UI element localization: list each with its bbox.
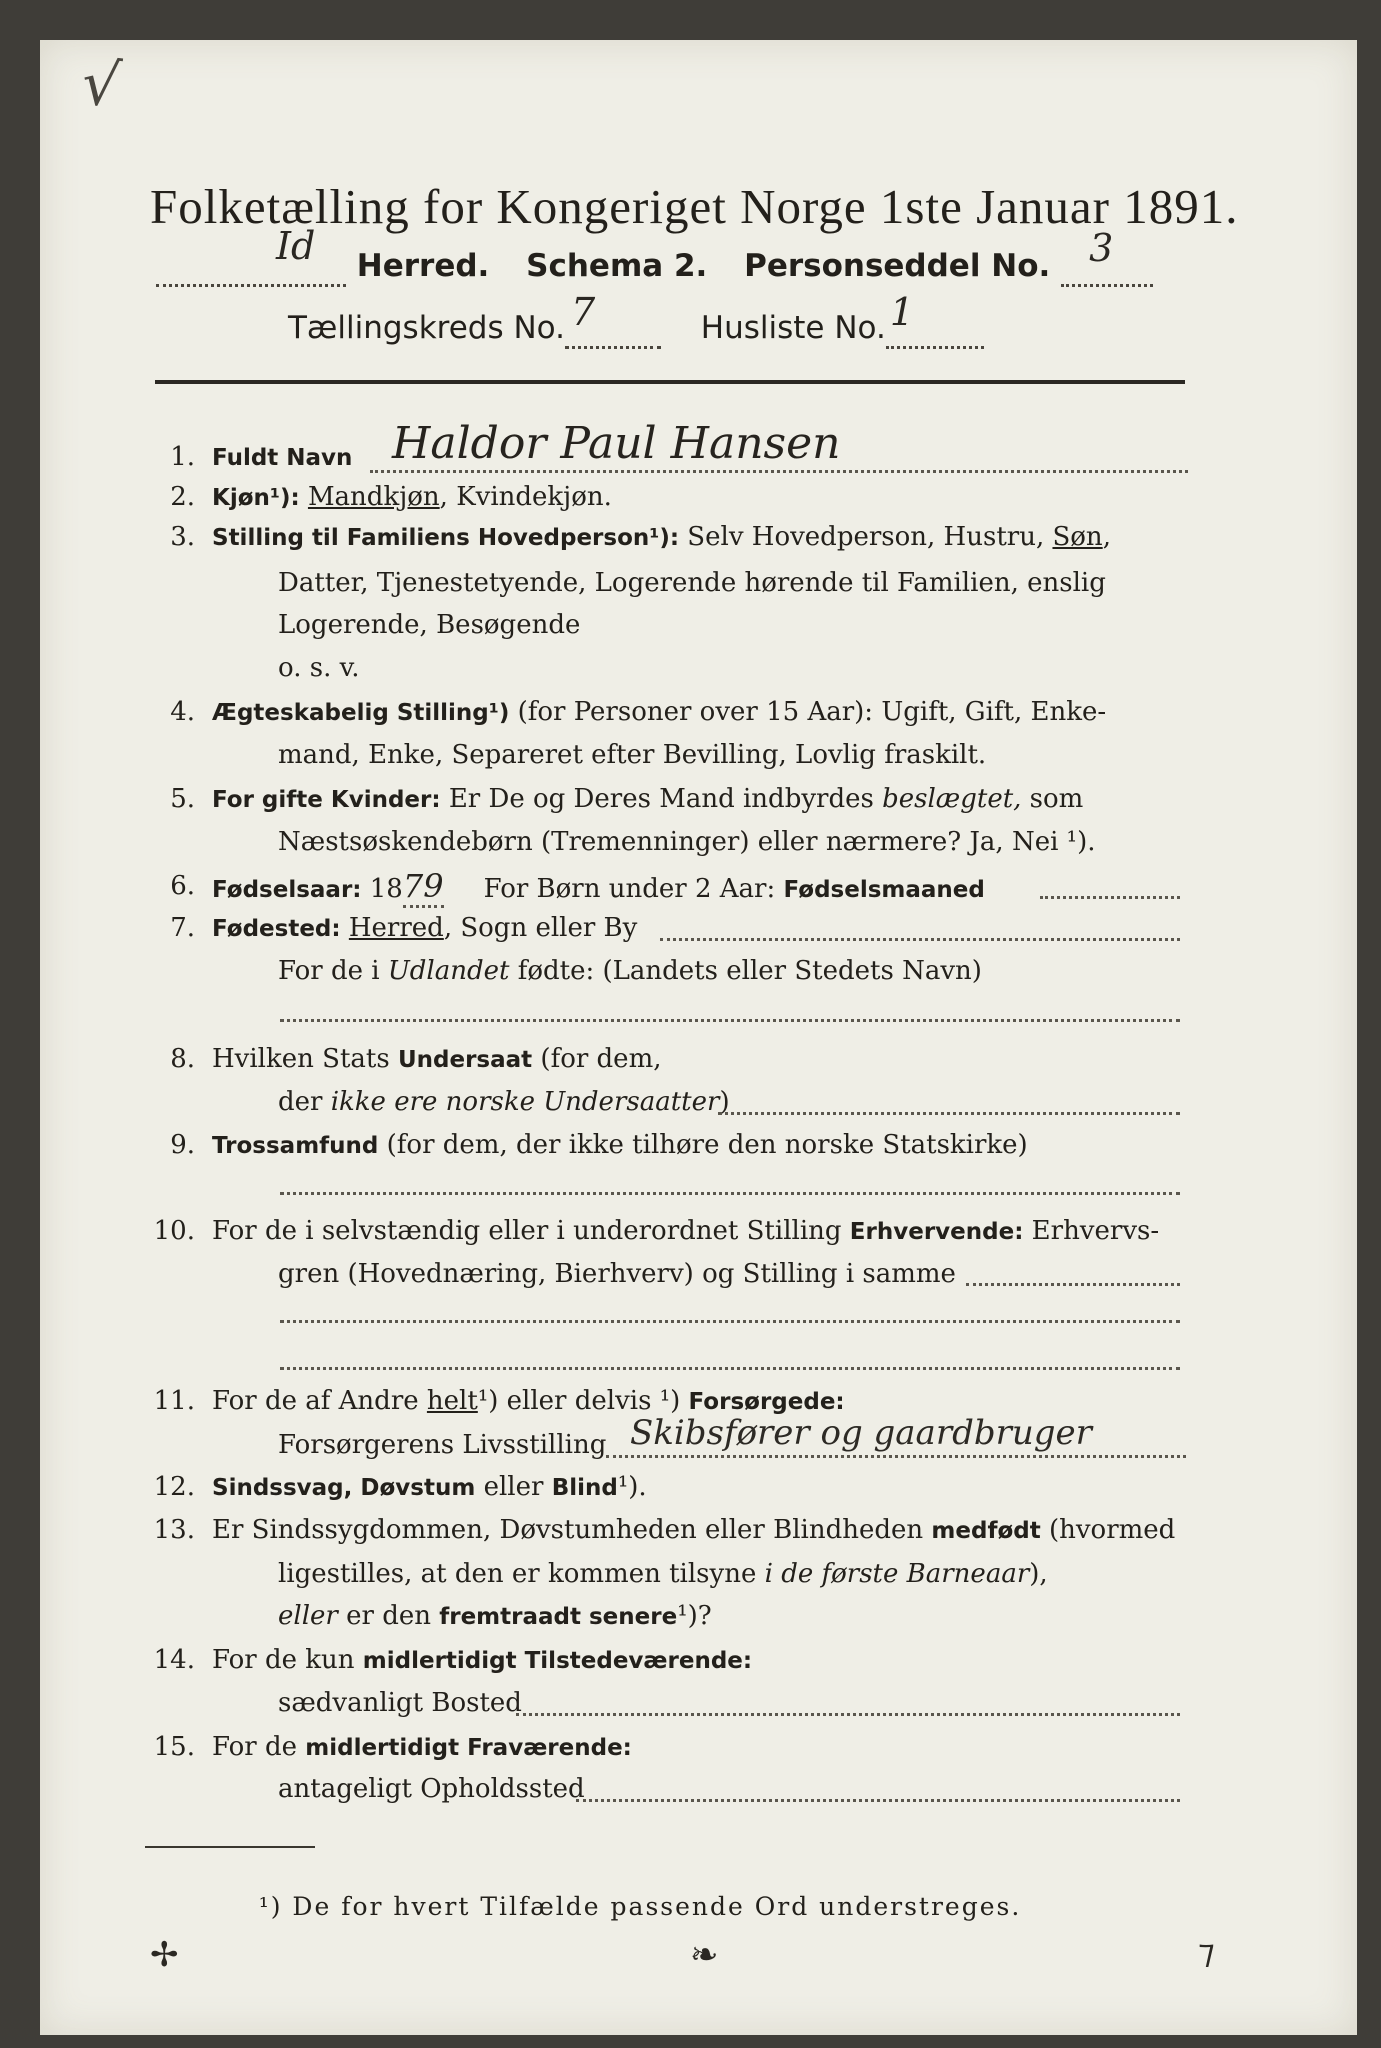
- sex-option-male[interactable]: Mandkjøn: [307, 482, 440, 512]
- corner-mark-right: ⁊: [1198, 1932, 1215, 1972]
- family-position-options: Selv Hovedperson, Hustru,: [679, 522, 1053, 552]
- item-13-text-a: Er Sindssygdommen, Døvstumheden eller Blindheden: [212, 1515, 932, 1545]
- temporary-present-label: midlertidigt Tilstedeværende:: [362, 1648, 753, 1674]
- item-4-number: 4.: [170, 697, 195, 727]
- citizenship-line: [718, 1112, 1180, 1115]
- kreds-value: 7: [570, 290, 596, 334]
- temporary-absent-label: midlertidigt Fraværende:: [305, 1735, 632, 1761]
- husliste-field: [886, 290, 984, 349]
- religion-label: Trossamfund: [212, 1133, 379, 1159]
- birthplace-line: [660, 938, 1180, 941]
- header-line-2: [288, 290, 984, 349]
- item-9-number: 9.: [170, 1130, 195, 1160]
- item-11-text-b: ¹) eller delvis ¹): [477, 1386, 689, 1416]
- occupation-line-3: [280, 1367, 1180, 1370]
- item-8-text-b: (for dem,: [532, 1044, 662, 1074]
- full-name-line: [370, 470, 1188, 473]
- supported-option-helt[interactable]: helt: [426, 1386, 478, 1416]
- item-13-line-2-text-b: i de første Barneaar: [764, 1559, 1030, 1589]
- husliste-value: 1: [889, 290, 915, 334]
- item-15-number: 15.: [153, 1732, 195, 1762]
- family-position-label: Stilling til Familiens Hovedperson¹):: [212, 525, 680, 551]
- religion-line: [280, 1192, 1180, 1195]
- marital-status-label: Ægteskabelig Stilling¹): [212, 700, 510, 726]
- footnote: ¹) De for hvert Tilfælde passende Ord understreges.: [258, 1892, 1022, 1921]
- item-10-text-b: Erhvervs-: [1023, 1216, 1160, 1246]
- item-8-line-2-text-c: ): [719, 1087, 730, 1117]
- schema-label: Schema 2.: [526, 248, 708, 284]
- item-12-rest-text: ¹).: [617, 1472, 647, 1502]
- item-11-line-2: Forsørgerens Livsstilling: [278, 1430, 607, 1460]
- item-11-text-a: For de af Andre: [212, 1386, 427, 1416]
- item-13-line-3-text-a: eller: [278, 1601, 338, 1631]
- probable-residence-line: [576, 1799, 1180, 1802]
- sex-option-rest: , Kvindekjøn.: [439, 482, 612, 512]
- full-name-label: Fuldt Navn: [212, 445, 353, 471]
- later-onset-label: fremtraadt senere: [439, 1604, 678, 1630]
- item-13-line-3-text-b: er den: [337, 1601, 440, 1631]
- congenital-label: medfødt: [931, 1518, 1041, 1544]
- header-line-1: [156, 224, 1153, 287]
- herred-value: Id: [276, 224, 316, 268]
- husliste-label: Husliste No.: [700, 310, 886, 346]
- birth-year-value[interactable]: 79: [403, 867, 444, 908]
- personseddel-label: Personseddel No.: [744, 248, 1051, 284]
- full-name-value[interactable]: Haldor Paul Hansen: [392, 418, 841, 469]
- item-5-text-a: Er De og Deres Mand indbyrdes: [440, 784, 883, 814]
- item-3-line-2: Datter, Tjenestetyende, Logerende hørende til Familien, enslig: [278, 568, 1106, 598]
- item-5-line-2: Næstsøskendebørn (Tremenninger) eller nærmere? Ja, Nei ¹).: [278, 827, 1096, 857]
- disability-label: Sindssvag, Døvstum: [212, 1475, 476, 1501]
- item-13-line-3-text-c: ¹)?: [677, 1601, 712, 1631]
- item-15-text-a: For de: [212, 1732, 306, 1762]
- item-8-line-2-text-b: ikke ere norske Undersaatter: [330, 1087, 720, 1117]
- item-7-line-2-text-a: For de i: [278, 956, 388, 986]
- item-13-line-2-text-c: ),: [1029, 1559, 1048, 1589]
- item-3-number: 3.: [170, 522, 195, 552]
- herred-field: [156, 224, 346, 287]
- item-8-line-2: [278, 1082, 730, 1122]
- item-11-number: 11.: [153, 1386, 195, 1416]
- item-4-line-2: mand, Enke, Separeret efter Bevilling, Lovlig fraskilt.: [278, 740, 987, 770]
- kreds-label: Tællingskreds No.: [288, 310, 565, 346]
- married-women-label: For gifte Kvinder:: [212, 787, 441, 813]
- item-10-number: 10.: [153, 1216, 195, 1246]
- item-6-number: 6.: [170, 871, 195, 901]
- item-7-line-2-text-b: Udlandet: [387, 956, 510, 986]
- birth-year-prefix: 18: [361, 874, 403, 904]
- item-6-mid-text: For Børn under 2 Aar:: [483, 874, 784, 904]
- item-13-line-3: [278, 1596, 712, 1637]
- item-13-number: 13.: [153, 1515, 195, 1545]
- supported-label: Forsørgede:: [688, 1389, 845, 1415]
- foreign-birthplace-line: [280, 1019, 1180, 1022]
- item-8-number: 8.: [170, 1044, 195, 1074]
- family-position-son[interactable]: Søn: [1052, 522, 1103, 552]
- item-8-text-a: Hvilken Stats: [212, 1044, 398, 1074]
- blind-label: Blind: [551, 1475, 618, 1501]
- item-7-line-2-text-c: fødte: (Landets eller Stedets Navn): [509, 956, 982, 986]
- item-13-line-2-text-a: ligestilles, at den er kommen tilsyne: [278, 1559, 765, 1589]
- sex-label: Kjøn¹):: [212, 485, 300, 511]
- item-3-line-3: Logerende, Besøgende: [278, 610, 581, 640]
- item-1-number: 1.: [170, 442, 195, 472]
- marital-status-options: (for Personer over 15 Aar): Ugift, Gift, Enke-: [509, 697, 1107, 727]
- provider-occupation-value[interactable]: Skibsfører og gaardbruger: [630, 1413, 1092, 1453]
- footnote-rule: [145, 1846, 315, 1848]
- item-14-line-2: sædvanligt Bosted: [278, 1688, 522, 1718]
- citizenship-label: Undersaat: [397, 1047, 533, 1073]
- corner-mark-left: ✢: [150, 1935, 179, 1975]
- item-5-text-c: som: [1021, 784, 1084, 814]
- corner-mark-center: ❧: [690, 1935, 719, 1975]
- form-title: Folketælling for Kongeriget Norge 1ste Januar 1891.: [150, 179, 1239, 234]
- check-mark: √: [78, 48, 124, 122]
- birth-month-line: [1040, 896, 1180, 899]
- item-15-line-2: antageligt Opholdssted: [278, 1774, 585, 1804]
- item-2-number: 2.: [170, 482, 195, 512]
- item-12-mid-text: eller: [475, 1472, 552, 1502]
- personseddel-value: 3: [1089, 226, 1114, 270]
- item-10-line-2: gren (Hovednæring, Bierhverv) og Stilling i samme: [278, 1259, 956, 1289]
- item-3-line-4: o. s. v.: [278, 653, 360, 683]
- item-10-text-a: For de i selvstændig eller i underordnet Stilling: [212, 1216, 850, 1246]
- item-5-number: 5.: [170, 784, 195, 814]
- item-12-number: 12.: [153, 1472, 195, 1502]
- herred-label: Herred.: [356, 248, 490, 284]
- birthplace-label: Fødested:: [212, 916, 341, 942]
- item-7-number: 7.: [170, 913, 195, 943]
- item-8-line-2-text-a: der: [278, 1087, 331, 1117]
- item-14-text-a: For de kun: [212, 1645, 363, 1675]
- usual-residence-line: [516, 1713, 1180, 1716]
- birth-month-label: Fødselsmaaned: [783, 877, 985, 903]
- provider-occupation-line: [606, 1455, 1186, 1458]
- occupation-label: Erhvervende:: [849, 1219, 1024, 1245]
- item-9-text: (for dem, der ikke tilhøre den norske Statskirke): [378, 1130, 1028, 1160]
- item-13-line-2: [278, 1554, 1048, 1594]
- header-rule: [155, 380, 1185, 384]
- item-7-line-2: [278, 951, 982, 991]
- occupation-line-2: [280, 1320, 1180, 1323]
- birth-year-label: Fødselsaar:: [212, 877, 362, 903]
- occupation-line-1: [966, 1283, 1180, 1286]
- item-14-number: 14.: [153, 1645, 195, 1675]
- personseddel-field: [1061, 226, 1153, 287]
- item-13-text-b: (hvormed: [1040, 1515, 1176, 1545]
- kreds-field: [565, 290, 661, 349]
- birthplace-options: , Sogn eller By: [443, 913, 638, 943]
- birthplace-option-herred[interactable]: Herred: [348, 913, 444, 943]
- item-5-text-b: beslægtet,: [882, 784, 1022, 814]
